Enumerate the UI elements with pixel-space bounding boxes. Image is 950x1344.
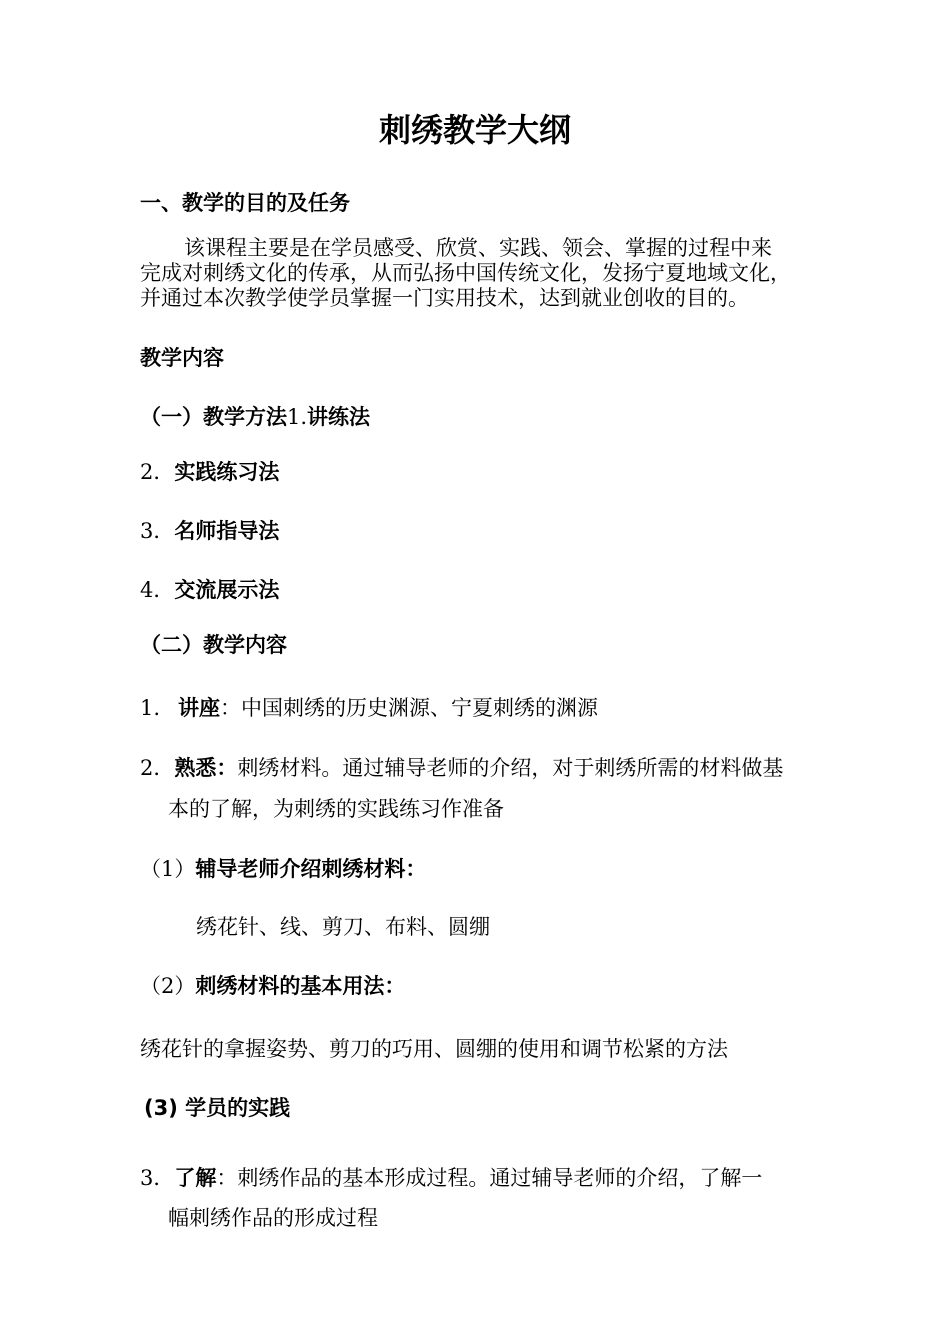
method-item [140, 577, 279, 603]
paragraph-line: 并通过本次教学使学员掌握一门实用技术，达到就业创收的目的。 [140, 286, 749, 310]
list-number: 1. [287, 405, 308, 429]
document-title: 刺绣教学大纲 [378, 111, 571, 149]
item-label: 讲座 [178, 696, 220, 720]
content-heading: （二）教学内容 [140, 633, 287, 657]
item-text: ：刺绣作品的基本形成过程。通过辅导老师的介绍，了解一 [216, 1166, 763, 1190]
method-item [140, 459, 279, 485]
item-continuation: 幅刺绣作品的形成过程 [168, 1206, 378, 1230]
paragraph-line: 该课程主要是在学员感受、欣赏、实践、领会、掌握的过程中来 [184, 236, 772, 260]
sub-number: （1） [140, 857, 196, 881]
method-label: 名师指导法 [174, 519, 280, 543]
methods-heading: （一）教学方法 [140, 405, 287, 429]
method-label: 实践练习法 [174, 460, 280, 484]
content-item [140, 1165, 762, 1191]
list-number: 3． [140, 1166, 175, 1190]
sub-detail: 绣花针的拿握姿势、剪刀的巧用、圆绷的使用和调节松紧的方法 [140, 1037, 728, 1061]
section-heading-content: 教学内容 [140, 346, 224, 370]
list-number: 1. [140, 696, 161, 720]
list-number: 4． [140, 578, 175, 602]
sub-label: 辅导老师介绍刺绣材料： [195, 857, 427, 881]
subitem [140, 973, 405, 999]
item-text: 刺绣材料。通过辅导老师的介绍，对于刺绣所需的材料做基 [237, 756, 784, 780]
subitem-practice: (3) 学员的实践 [144, 1096, 291, 1120]
item-continuation: 本的了解，为刺绣的实践练习作准备 [168, 797, 504, 821]
paragraph-line: 完成对刺绣文化的传承，从而弘扬中国传统文化，发扬宁夏地域文化， [140, 261, 791, 285]
methods-heading-line [140, 404, 370, 430]
method-label: 交流展示法 [174, 578, 280, 602]
list-number: 3． [140, 519, 175, 543]
method-label: 讲练法 [307, 405, 371, 429]
item-text: ：中国刺绣的历史渊源、宁夏刺绣的渊源 [220, 696, 598, 720]
method-item [140, 518, 279, 544]
sub-label: 刺绣材料的基本用法： [195, 974, 406, 998]
section-heading-purpose: 一、教学的目的及任务 [140, 191, 350, 215]
sub-number: （2） [140, 974, 196, 998]
list-number: 2． [140, 756, 175, 780]
item-label: 了解 [174, 1166, 217, 1190]
sub-detail: 绣花针、线、剪刀、布料、圆绷 [196, 915, 490, 939]
item-label: 熟悉： [174, 756, 238, 780]
subitem [140, 856, 426, 882]
list-number: 2． [140, 460, 175, 484]
content-item [140, 695, 598, 721]
content-item [140, 755, 783, 781]
